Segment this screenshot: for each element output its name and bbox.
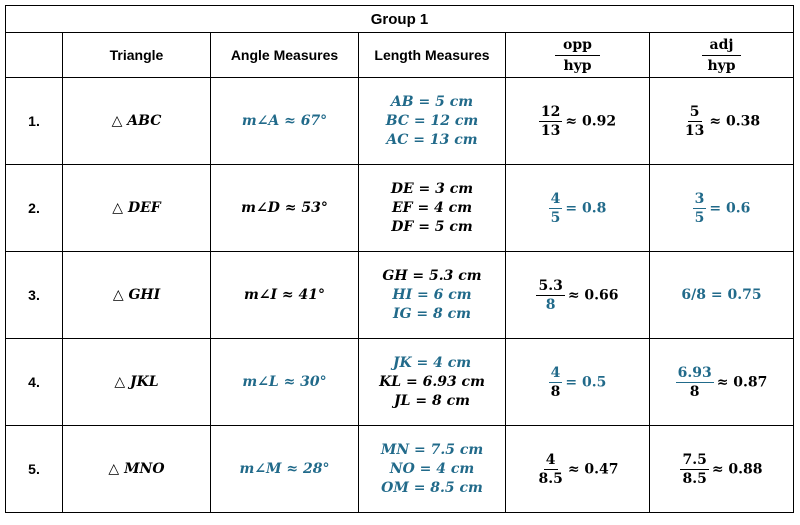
header-adj-hyp — [650, 33, 794, 78]
fraction-denominator: 13 — [684, 122, 705, 139]
fraction-numerator: 12 — [540, 103, 561, 120]
fraction-denominator: 8 — [545, 296, 556, 313]
ratio-value: ≈ 0.87 — [716, 374, 768, 390]
length-measures — [359, 426, 506, 513]
length-line: HI = 6 cm — [392, 286, 472, 303]
opp-hyp-ratio — [506, 165, 650, 252]
ratio-value: ≈ 0.66 — [567, 287, 619, 303]
length-line: AB = 5 cm — [390, 93, 474, 110]
angle-measure: m∠D ≈ 53° — [211, 165, 359, 252]
ratio-value: = 0.8 — [565, 200, 607, 216]
length-line: MN = 7.5 cm — [380, 441, 484, 458]
triangle-name: △ MNO — [63, 426, 211, 513]
triangle-name: △ JKL — [63, 339, 211, 426]
ratio-value: ≈ 0.38 — [709, 113, 761, 129]
length-line: AC = 13 cm — [386, 131, 478, 148]
row-number: 2. — [6, 165, 63, 252]
opp-hyp-ratio — [506, 78, 650, 165]
triangle-name: △ GHI — [63, 252, 211, 339]
table-row — [6, 426, 794, 513]
group-table — [5, 5, 794, 513]
ratio-value: = 0.6 — [709, 200, 751, 216]
adj-hyp-ratio — [650, 78, 794, 165]
length-line: JK = 4 cm — [392, 354, 472, 371]
row-number: 3. — [6, 252, 63, 339]
header-row — [6, 33, 794, 78]
header-adj: adj — [702, 37, 742, 56]
fraction-numerator: 4 — [550, 190, 561, 207]
length-measures — [359, 339, 506, 426]
fraction-denominator: 8 — [550, 383, 561, 400]
length-line: OM = 8.5 cm — [381, 479, 483, 496]
header-hyp: hyp — [563, 58, 592, 74]
triangle-name: △ ABC — [63, 78, 211, 165]
angle-measure: m∠L ≈ 30° — [211, 339, 359, 426]
adj-hyp-ratio — [650, 339, 794, 426]
length-line: KL = 6.93 cm — [379, 373, 485, 390]
opp-hyp-ratio — [506, 252, 650, 339]
fraction-denominator: 5 — [550, 209, 561, 226]
angle-measure: m∠A ≈ 67° — [211, 78, 359, 165]
header-angle: Angle Measures — [211, 33, 359, 78]
fraction-numerator: 5.3 — [538, 277, 563, 294]
row-number: 1. — [6, 78, 63, 165]
adj-hyp-ratio — [650, 165, 794, 252]
fraction-numerator: 3 — [694, 190, 705, 207]
adj-hyp-ratio: 6/8 = 0.75 — [650, 252, 794, 339]
ratio-value: = 0.5 — [565, 374, 607, 390]
table-row — [6, 252, 794, 339]
fraction-denominator: 8.5 — [538, 470, 563, 487]
length-measures — [359, 165, 506, 252]
length-line: JL = 8 cm — [394, 392, 470, 409]
fraction-denominator: 13 — [540, 122, 561, 139]
opp-hyp-ratio — [506, 339, 650, 426]
fraction-denominator: 5 — [694, 209, 705, 226]
row-number: 4. — [6, 339, 63, 426]
row-number: 5. — [6, 426, 63, 513]
table-title: Group 1 — [6, 6, 794, 33]
fraction-denominator: 8.5 — [682, 470, 707, 487]
header-opp: opp — [555, 37, 600, 56]
length-line: NO = 4 cm — [389, 460, 475, 477]
angle-measure: m∠M ≈ 28° — [211, 426, 359, 513]
length-line: BC = 12 cm — [385, 112, 479, 129]
fraction-numerator: 4 — [550, 364, 561, 381]
length-line: GH = 5.3 cm — [382, 267, 482, 284]
length-measures — [359, 252, 506, 339]
length-line: IG = 8 cm — [393, 305, 471, 322]
header-length: Length Measures — [359, 33, 506, 78]
opp-hyp-ratio — [506, 426, 650, 513]
fraction-denominator: 8 — [689, 383, 700, 400]
ratio-value: ≈ 0.47 — [567, 461, 619, 477]
ratio-value: ≈ 0.88 — [711, 461, 763, 477]
fraction-numerator: 7.5 — [682, 451, 707, 468]
length-line: DE = 3 cm — [390, 180, 474, 197]
length-line: EF = 4 cm — [391, 199, 473, 216]
angle-measure: m∠I ≈ 41° — [211, 252, 359, 339]
length-measures — [359, 78, 506, 165]
fraction-numerator: 5 — [689, 103, 700, 120]
table-row — [6, 339, 794, 426]
header-number — [6, 33, 63, 78]
fraction-numerator: 4 — [545, 451, 556, 468]
table-row — [6, 78, 794, 165]
table-row — [6, 165, 794, 252]
adj-hyp-ratio — [650, 426, 794, 513]
length-line: DF = 5 cm — [391, 218, 473, 235]
fraction-numerator: 6.93 — [677, 364, 712, 381]
header-opp-hyp — [506, 33, 650, 78]
header-hyp: hyp — [707, 58, 736, 74]
triangle-name: △ DEF — [63, 165, 211, 252]
ratio-value: ≈ 0.92 — [565, 113, 617, 129]
header-triangle: Triangle — [63, 33, 211, 78]
